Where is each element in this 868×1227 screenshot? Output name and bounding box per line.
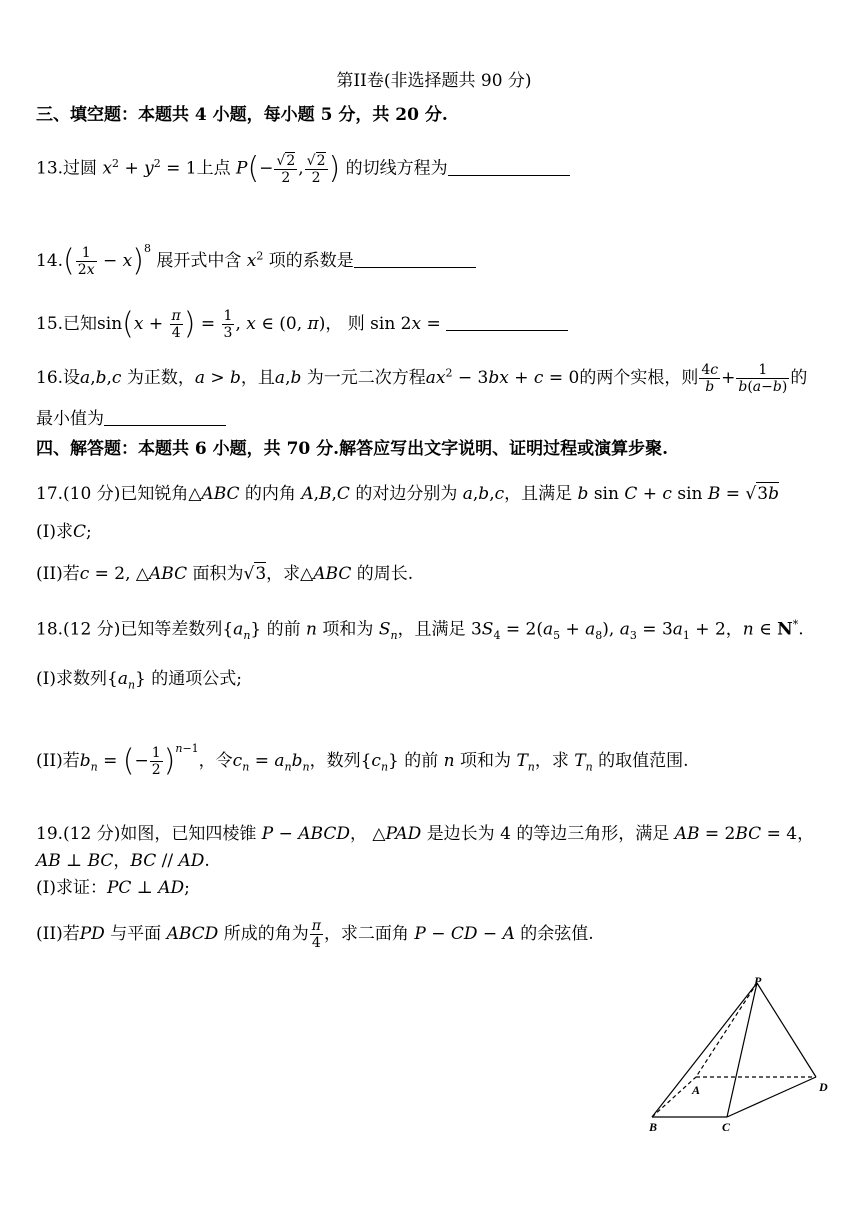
section-title: 第II卷(非选择题共 90 分) bbox=[336, 71, 532, 91]
q19-part1-text: (I)求证： bbox=[36, 878, 107, 898]
label-b: B bbox=[649, 1120, 658, 1134]
q18-part1-b: 的通项公式; bbox=[151, 669, 243, 689]
edge-ab-hidden bbox=[652, 1077, 696, 1117]
question-17: 17.(10 分)已知锐角△ABC 的内角 A,B,C 的对边分别为 a,b,c，且满足 b sin C + c sin B = √3b bbox=[36, 484, 779, 504]
q17-stem-d: ，且满足 bbox=[504, 484, 573, 504]
q17-part2-b: 面积为 bbox=[192, 564, 244, 584]
label-a: A bbox=[692, 1083, 701, 1097]
edge-pa-hidden bbox=[696, 983, 757, 1077]
question-19-part1: (I)求证：PC ⊥ AD; bbox=[36, 878, 190, 898]
q17-part2-d: 的周长. bbox=[356, 564, 414, 584]
edge-pb bbox=[652, 983, 757, 1117]
q16-text-a: 设 bbox=[63, 368, 81, 388]
q16-answer-blank bbox=[104, 409, 226, 426]
edge-pd bbox=[757, 983, 816, 1077]
q16-text-line2: 最小值为 bbox=[36, 409, 104, 429]
question-19: 19.(12 分)如图，已知四棱锥 P − ABCD， △PAD 是边长为 4 的等边三角形，满足 AB = 2BC = 4， bbox=[36, 824, 815, 844]
question-16: 16.设a,b,c 为正数，a > b，且a,b 为一元二次方程$ax^2 - 3bx + c = 0$的两个实根，则 $\frac{4c}{b}$ + $\frac{1}{b(a-b)}$ 的 bbox=[36, 362, 808, 395]
q14-text-b: 项的系数是 bbox=[268, 251, 354, 271]
q15-text-b: 则 bbox=[347, 314, 365, 334]
q16-text-b: 为正数， bbox=[126, 368, 195, 388]
question-13: 13.过圆 $x^2 + y^2 = 1$上点 P(− $\frac{√2}{2}$ , $\frac{√2}{2}$ ) 的切线方程为 bbox=[36, 152, 570, 186]
q18-part2-a: (II)若 bbox=[36, 751, 80, 771]
q13-text-c: 的切线方程为 bbox=[345, 158, 448, 179]
q16-text-c: ，且 bbox=[240, 368, 275, 388]
question-16-line2 bbox=[36, 408, 226, 430]
section4-heading: 四、解答题：本题共 6 小题，共 70 分.解答应写出文字说明、证明过程或演算步聚. bbox=[36, 439, 668, 459]
q19-stem-b: ， bbox=[350, 824, 367, 844]
q19-stem-a: 19.(12 分)如图，已知四棱锥 bbox=[36, 824, 257, 844]
q18-part2-g: 的取值范围. bbox=[598, 751, 689, 771]
q17-part2-c: ，求 bbox=[266, 564, 301, 584]
q16-number: 16. bbox=[36, 368, 64, 388]
q14-number: 14. bbox=[36, 251, 64, 271]
q17-part2-a: (II)若 bbox=[36, 564, 80, 584]
q14-text-a: 展开式中含 bbox=[156, 251, 242, 271]
pyramid-figure bbox=[640, 968, 840, 1138]
q18-stem-d: ，且满足 bbox=[397, 619, 466, 640]
section3-heading: 三、填空题：本题共 4 小题，每小题 5 分，共 20 分. bbox=[36, 105, 448, 125]
q15-number: 15. bbox=[36, 314, 64, 334]
q13-text-b: 上点 bbox=[196, 158, 231, 179]
q15-text-a: 已知 bbox=[63, 314, 98, 334]
q16-text-f: 的 bbox=[790, 368, 808, 388]
question-19-part2: (II)若PD 与平面 ABCD 所成的角为 $\frac{\pi}{4}$ ，求二面角 P − CD − A 的余弦值. bbox=[36, 918, 594, 951]
q13-text-a: 过圆 bbox=[63, 158, 98, 179]
q19-stem-d: 的等边三角形，满足 bbox=[516, 824, 670, 844]
q18-part2-c: ，数列 bbox=[309, 751, 361, 771]
label-d: D bbox=[819, 1080, 828, 1094]
question-17-part2: (II)若c = 2, △ABC 面积为√3，求△ABC 的周长. bbox=[36, 564, 414, 584]
q18-stem-c: 项和为 bbox=[322, 619, 374, 640]
q17-part1-text: (I)求 bbox=[36, 522, 73, 542]
q18-stem-a: 18.(12 分)已知等差数列 bbox=[36, 619, 223, 640]
q13-answer-blank bbox=[448, 159, 570, 176]
q13-number: 13. bbox=[36, 158, 64, 179]
q19-part2-c: 所成的角为 bbox=[223, 924, 309, 944]
q19-part2-d: ，求二面角 bbox=[323, 924, 409, 944]
q18-part2-e: 项和为 bbox=[460, 751, 512, 771]
q19-part2-e: 的余弦值. bbox=[520, 924, 594, 944]
q17-stem-c: 的对边分别为 bbox=[355, 484, 458, 504]
question-18: 18.(12 分)已知等差数列$\{a_n\}$ 的前 n 项和为 $S_n$，且满足 $3S_4 = 2(a_5 + a_8)$, $a_3 = 3a_1 + 2$，n ∈ N*. bbox=[36, 618, 804, 643]
label-p: P bbox=[754, 974, 762, 988]
q17-stem-a: 17.(10 分)已知锐角 bbox=[36, 484, 189, 504]
q19-part2-a: (II)若 bbox=[36, 924, 80, 944]
q18-part2-f: ，求 bbox=[534, 751, 569, 771]
q17-stem-b: 的内角 bbox=[244, 484, 296, 504]
question-14: 14.( $\frac{1}{2x}$ − x)$^8$ 展开式中含 $x^2$ 项的系数是 bbox=[36, 238, 476, 278]
q15-answer-blank bbox=[446, 314, 568, 331]
q18-part2-b: ，令 bbox=[198, 751, 233, 771]
label-c: C bbox=[722, 1120, 731, 1134]
q18-part2-d: 的前 bbox=[404, 751, 439, 771]
question-19-line2: AB ⊥ BC，BC // AD. bbox=[36, 851, 210, 871]
question-18-part1: (I)求数列$\{a_n\}$ 的通项公式; bbox=[36, 669, 243, 692]
q16-text-e: 的两个实根，则 bbox=[579, 368, 699, 388]
q14-answer-blank bbox=[354, 251, 476, 268]
question-18-part2: (II)若$b_n$ = (− $\frac{1}{2}$ )$^{n-1}$，令$c_n = a_nb_n$，数列$\{c_n\}$ 的前 n 项和为 $T_n$，求 $T_n$ 的取值范围. bbox=[36, 742, 689, 779]
q16-text-d: 为一元二次方程 bbox=[306, 368, 426, 388]
q19-part2-b: 与平面 bbox=[110, 924, 162, 944]
q19-stem-c: 是边长为 bbox=[426, 824, 495, 844]
q18-part1-a: (I)求数列 bbox=[36, 669, 107, 689]
question-17-part1: (I)求C; bbox=[36, 522, 92, 542]
q18-stem-b: 的前 bbox=[266, 619, 301, 640]
edge-cd bbox=[727, 1077, 816, 1117]
question-15: 15.已知sin(x + $\frac{\pi}{4}$ ) = $\frac{1}{3}$ , x ∈ (0, π)， 则 sin 2x = bbox=[36, 308, 568, 341]
